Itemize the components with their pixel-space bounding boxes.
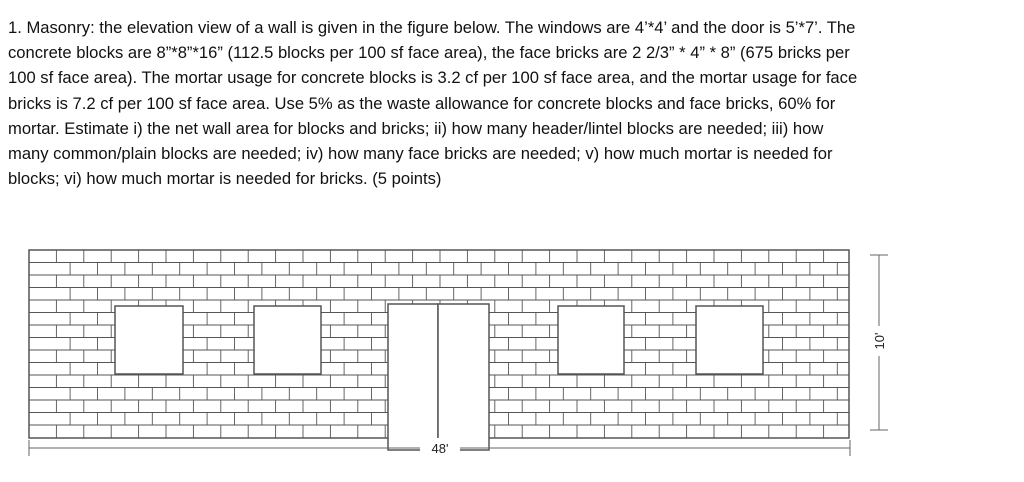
window-3 (558, 306, 624, 374)
wall-openings (115, 304, 763, 450)
height-dimension-label: 10' (872, 332, 887, 350)
width-dimension-label: 48' (431, 441, 449, 456)
wall-elevation-drawing (0, 240, 1024, 482)
wall-elevation-figure (0, 240, 1024, 482)
problem-statement: 1. Masonry: the elevation view of a wall is given in the figure below. The windows are 4’*4’ and the door is 5’*7’. The concrete blocks are 8”*8”*16” (112.5 blocks per 100 sf face area), the face bricks are 2 2/3” * 4” * 8” (675 bricks per 100 sf face area). The mortar usage for concrete blocks is 3.2 cf per 100 sf face area, and the mortar usage for face bricks is 7.2 cf per 100 sf face area. Use 5% as the waste allowance for concrete blocks and face bricks, 60% for mortar. Estimate i) the net wall area for blocks and bricks; ii) how many header/lintel blocks are needed; iii) how many common/plain blocks are needed; iv) how many face bricks are needed; v) how much mortar is needed for blocks; vi) how much mortar is needed for bricks. (5 points) (8, 18, 858, 189)
window-4 (696, 306, 763, 374)
door-left-leaf (388, 304, 438, 450)
window-2 (254, 306, 321, 374)
door-right-leaf (438, 304, 489, 450)
window-1 (115, 306, 183, 374)
